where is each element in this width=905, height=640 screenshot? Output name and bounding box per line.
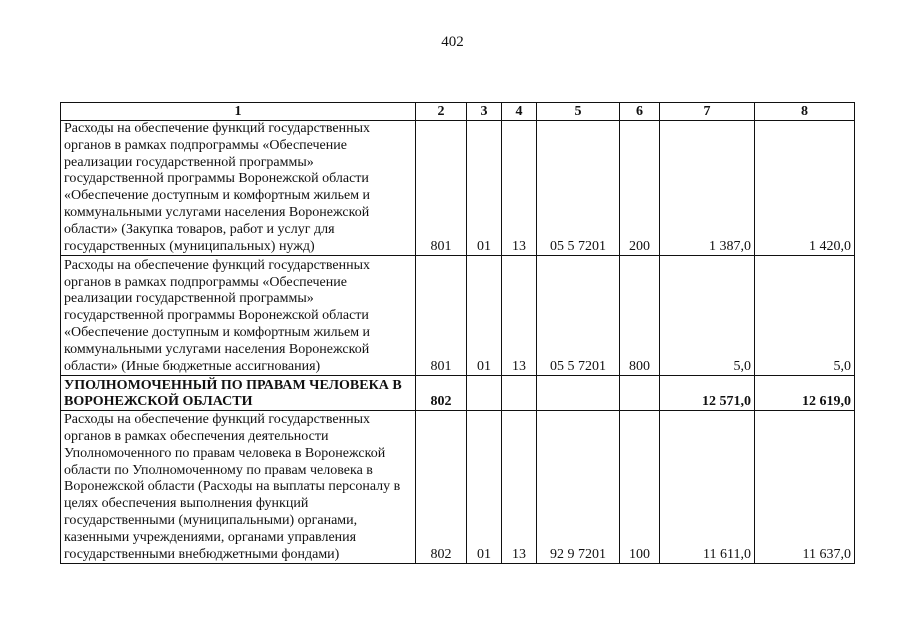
cell-col-3: 01 xyxy=(467,121,502,256)
cell-col-7: 5,0 xyxy=(660,256,755,376)
cell-col-4: 13 xyxy=(502,411,537,564)
cell-col-8: 12 619,0 xyxy=(755,376,855,411)
cell-col-2: 801 xyxy=(416,256,467,376)
cell-col-6: 100 xyxy=(620,411,660,564)
header-col-5: 5 xyxy=(537,103,620,121)
cell-col-8: 1 420,0 xyxy=(755,121,855,256)
row-description: Расходы на обеспечение функций государственных органов в рамках подпрограммы «Обеспечение реализации государственной программы» государственной программы Воронежской области «Обеспечение доступным и комфортным жильем и коммунальными услугами населения Воронежской области» (Иные бюджетные ассигнования) xyxy=(61,256,416,376)
header-col-6: 6 xyxy=(620,103,660,121)
header-col-1: 1 xyxy=(61,103,416,121)
cell-col-3: 01 xyxy=(467,411,502,564)
cell-col-2: 801 xyxy=(416,121,467,256)
cell-col-5: 05 5 7201 xyxy=(537,256,620,376)
cell-col-6: 800 xyxy=(620,256,660,376)
row-description: Расходы на обеспечение функций государственных органов в рамках подпрограммы «Обеспечение реализации государственной программы» государственной программы Воронежской области «Обеспечение доступным и комфортным жильем и коммунальными услугами населения Воронежской области» (Закупка товаров, работ и услуг для государственных (муниципальных) нужд) xyxy=(61,121,416,256)
cell-col-8: 5,0 xyxy=(755,256,855,376)
cell-col-7: 12 571,0 xyxy=(660,376,755,411)
table-row xyxy=(61,411,855,564)
cell-col-2: 802 xyxy=(416,376,467,411)
header-col-4: 4 xyxy=(502,103,537,121)
cell-col-4 xyxy=(502,376,537,411)
cell-col-7: 1 387,0 xyxy=(660,121,755,256)
cell-col-5: 05 5 7201 xyxy=(537,121,620,256)
cell-col-4: 13 xyxy=(502,256,537,376)
page-number: 402 xyxy=(441,34,464,50)
table-row xyxy=(61,121,855,256)
header-col-7: 7 xyxy=(660,103,755,121)
cell-col-5: 92 9 7201 xyxy=(537,411,620,564)
cell-col-2: 802 xyxy=(416,411,467,564)
section-title: УПОЛНОМОЧЕННЫЙ ПО ПРАВАМ ЧЕЛОВЕКА В ВОРОНЕЖСКОЙ ОБЛАСТИ xyxy=(61,376,416,411)
cell-col-3: 01 xyxy=(467,256,502,376)
header-col-2: 2 xyxy=(416,103,467,121)
cell-col-7: 11 611,0 xyxy=(660,411,755,564)
row-description: Расходы на обеспечение функций государственных органов в рамках обеспечения деятельности Уполномоченного по правам человека в Воронежской области по Уполномоченному по правам человека в Воронежской области (Расходы на выплаты персоналу в целях обеспечения выполнения функций государственными (муниципальными) органами, казенными учреждениями, органами управления государственными внебюджетными фондами) xyxy=(61,411,416,564)
cell-col-5 xyxy=(537,376,620,411)
table-row xyxy=(61,256,855,376)
table-row-section-total xyxy=(61,376,855,411)
header-col-8: 8 xyxy=(755,103,855,121)
cell-col-3 xyxy=(467,376,502,411)
cell-col-4: 13 xyxy=(502,121,537,256)
cell-col-6 xyxy=(620,376,660,411)
cell-col-8: 11 637,0 xyxy=(755,411,855,564)
header-col-3: 3 xyxy=(467,103,502,121)
budget-table xyxy=(60,102,855,564)
cell-col-6: 200 xyxy=(620,121,660,256)
table-header-row xyxy=(61,103,855,121)
